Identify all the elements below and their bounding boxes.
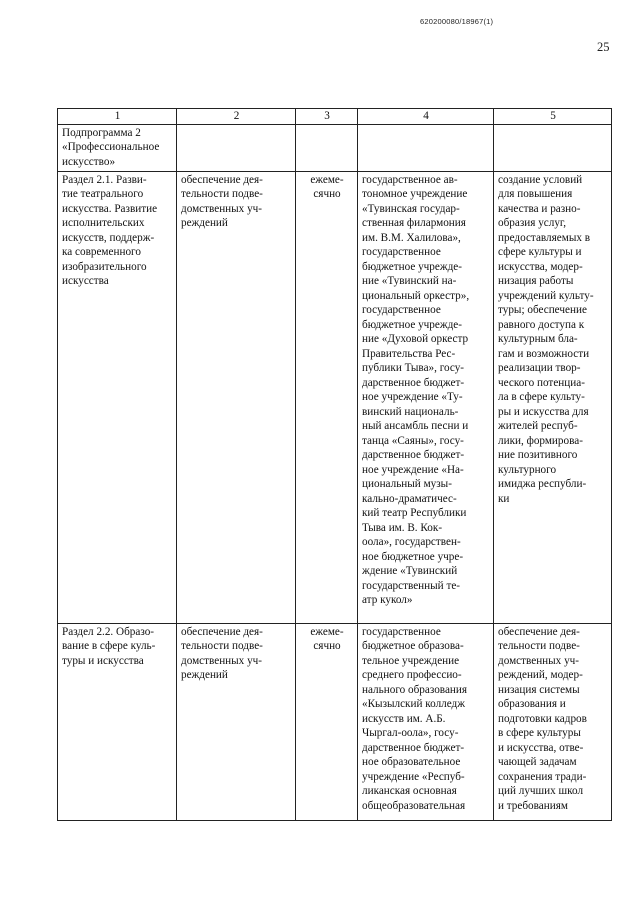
cell-text-line: государственное: [362, 304, 441, 316]
cell-text-line: вание в сфере куль-: [62, 640, 156, 652]
cell-text-line: ственная филармония: [362, 217, 466, 229]
cell-text-line: чающей задачам: [498, 756, 577, 768]
cell-text-line: образования и: [498, 698, 566, 710]
cell-text-line: реждений: [181, 217, 228, 229]
cell-text-line: жителей респуб-: [498, 420, 578, 432]
cell-text-line: дарственное бюджет-: [362, 449, 465, 461]
document-id: 620200080/18967(1): [420, 17, 494, 26]
cell-text-line: сохранения тради-: [498, 770, 587, 783]
cell-text-line: низация работы: [498, 275, 574, 287]
section-cell: [58, 623, 177, 820]
cell-text-line: гам и возможности: [498, 347, 590, 360]
page-number: 25: [597, 40, 610, 54]
cell-text-line: Подпрограмма 2: [62, 126, 141, 139]
cell-text-line: винский националь-: [362, 405, 459, 418]
cell-text-line: ежеме-: [310, 173, 344, 186]
cell-text-line: обеспечение дея-: [498, 625, 580, 638]
cell-text-line: тельности подве-: [181, 640, 263, 652]
column-number-4: 4: [358, 109, 494, 125]
cell-text-line: искусства, модер-: [498, 260, 583, 273]
cell-text-line: сячно: [313, 188, 341, 200]
cell-text-line: туры и искусства: [62, 654, 144, 667]
cell-text-line: нального образования: [362, 683, 468, 696]
cell-text-line: подготовки кадров: [498, 712, 587, 725]
cell-text-line: тельности подве-: [181, 188, 263, 200]
cell-text-line: культурного: [498, 463, 557, 476]
table-row: [58, 124, 612, 171]
cell-text-line: создание условий: [498, 173, 583, 186]
cell-text-line: общеобразовательная: [362, 799, 466, 812]
cell-text-line: Раздел 2.1. Разви-: [62, 173, 147, 186]
cell-text-line: ций лучших школ: [498, 785, 584, 797]
cell-text-line: исполнительских: [62, 217, 145, 229]
table-row: [58, 623, 612, 820]
cell-text-line: публики Тыва», госу-: [362, 362, 465, 374]
cell-text-line: равного доступа к: [498, 318, 585, 331]
cell-text-line: Чыргал-оола», госу-: [362, 727, 459, 739]
cell-text-line: ное учреждение «Ту-: [362, 391, 463, 403]
cell-text-line: учреждение «Респуб-: [362, 770, 465, 783]
cell-text-line: бюджетное учрежде-: [362, 260, 462, 273]
cell-text-line: государственный те-: [362, 579, 461, 592]
column-number-3: 3: [296, 109, 358, 125]
cell-text-line: ние «Тувинский на-: [362, 275, 457, 287]
cell-text-line: реждений, модер-: [498, 669, 583, 681]
cell-text-line: им. В.М. Халилова»,: [362, 231, 461, 244]
cell-text-line: изобразительного: [62, 260, 147, 273]
institutions-cell: [358, 623, 494, 820]
cell-text-line: ки: [498, 492, 510, 505]
institutions-cell: [358, 171, 494, 623]
cell-text-line: лики, формирова-: [498, 434, 583, 447]
section-cell: [58, 171, 177, 623]
cell-text-line: дарственное бюджет-: [362, 741, 465, 754]
cell-text-line: ние «Духовой оркестр: [362, 333, 469, 345]
cell-text-line: обеспечение дея-: [181, 173, 263, 186]
periodicity-cell: [296, 124, 358, 171]
cell-text-line: ла в сфере культу-: [498, 391, 585, 403]
cell-text-line: тономное учреждение: [362, 188, 468, 200]
cell-text-line: ликанская основная: [362, 785, 457, 797]
cell-text-line: ка современного: [62, 246, 141, 258]
cell-text-line: Раздел 2.2. Образо-: [62, 625, 155, 638]
cell-text-line: ждение «Тувинский: [362, 565, 458, 577]
cell-text-line: искусство»: [62, 155, 116, 168]
cell-text-line: качества и разно-: [498, 202, 581, 215]
cell-text-line: дарственное бюджет-: [362, 376, 465, 389]
cell-text-line: тельности подве-: [498, 640, 580, 652]
cell-text-line: кий театр Республики: [362, 507, 467, 519]
cell-text-line: обеспечение дея-: [181, 625, 263, 638]
cell-text-line: искусств, поддерж-: [62, 231, 155, 244]
cell-text-line: тельное учреждение: [362, 654, 460, 667]
result-cell: [494, 124, 612, 171]
cell-text-line: циональный музы-: [362, 478, 452, 490]
cell-text-line: искусства. Развитие: [62, 202, 158, 215]
cell-text-line: домственных уч-: [181, 654, 263, 667]
cell-text-line: «Тувинская государ-: [362, 202, 460, 215]
activity-cell: [177, 623, 296, 820]
cell-text-line: реждений: [181, 669, 228, 681]
cell-text-line: низация системы: [498, 683, 580, 696]
cell-text-line: тие театрального: [62, 188, 144, 200]
cell-text-line: искусства: [62, 275, 109, 287]
cell-text-line: культурным бла-: [498, 333, 578, 345]
cell-text-line: «Профессиональное: [62, 141, 160, 153]
cell-text-line: циональный оркестр»,: [362, 289, 470, 302]
cell-text-line: государственное: [362, 625, 441, 638]
cell-text-line: реализации твор-: [498, 362, 581, 374]
cell-text-line: Тыва им. В. Кок-: [362, 521, 443, 534]
cell-text-line: и искусства, отве-: [498, 741, 584, 754]
cell-text-line: атр кукол»: [362, 594, 413, 606]
cell-text-line: искусств им. А.Б.: [362, 712, 446, 725]
cell-text-line: в сфере культуры: [498, 727, 581, 739]
cell-text-line: оола», государствен-: [362, 536, 461, 548]
cell-text-line: имиджа республи-: [498, 478, 587, 490]
cell-text-line: учреждений культу-: [498, 289, 594, 302]
cell-text-line: ное учреждение «На-: [362, 463, 464, 476]
activity-cell: [177, 124, 296, 171]
cell-text-line: ное бюджетное учре-: [362, 550, 464, 563]
cell-text-line: для повышения: [498, 188, 573, 200]
program-table: [57, 108, 612, 821]
institutions-cell: [358, 124, 494, 171]
cell-text-line: ние позитивного: [498, 449, 578, 461]
cell-text-line: предоставляемых в: [498, 231, 591, 244]
periodicity-cell: [296, 171, 358, 623]
column-number-row: [58, 109, 612, 125]
cell-text-line: «Кызылский колледж: [362, 698, 465, 710]
cell-text-line: государственное ав-: [362, 173, 458, 186]
cell-text-line: ческого потенциа-: [498, 376, 585, 389]
cell-text-line: среднего профессио-: [362, 669, 462, 681]
cell-text-line: домственных уч-: [181, 202, 263, 215]
cell-text-line: образия услуг,: [498, 217, 567, 229]
cell-text-line: бюджетное учрежде-: [362, 318, 462, 331]
cell-text-line: бюджетное образова-: [362, 640, 464, 652]
cell-text-line: Правительства Рес-: [362, 347, 456, 360]
cell-text-line: и требованиям: [498, 799, 568, 812]
cell-text-line: сячно: [313, 640, 341, 652]
cell-text-line: кально-драматичес-: [362, 492, 457, 505]
activity-cell: [177, 171, 296, 623]
result-cell: [494, 623, 612, 820]
cell-text-line: ный ансамбль песни и: [362, 420, 469, 432]
section-cell: [58, 124, 177, 171]
cell-text-line: туры; обеспечение: [498, 304, 587, 316]
column-number-1: 1: [58, 109, 177, 125]
periodicity-cell: [296, 623, 358, 820]
result-cell: [494, 171, 612, 623]
column-number-2: 2: [177, 109, 296, 125]
cell-text-line: домственных уч-: [498, 654, 580, 667]
cell-text-line: государственное: [362, 246, 441, 258]
cell-text-line: танца «Саяны», госу-: [362, 434, 464, 447]
cell-text-line: ежеме-: [310, 625, 344, 638]
table-body: [58, 124, 612, 820]
column-number-5: 5: [494, 109, 612, 125]
table-row: [58, 171, 612, 623]
cell-text-line: сфере культуры и: [498, 246, 582, 258]
cell-text-line: ное образовательное: [362, 756, 461, 768]
cell-text-line: ры и искусства для: [498, 405, 589, 418]
